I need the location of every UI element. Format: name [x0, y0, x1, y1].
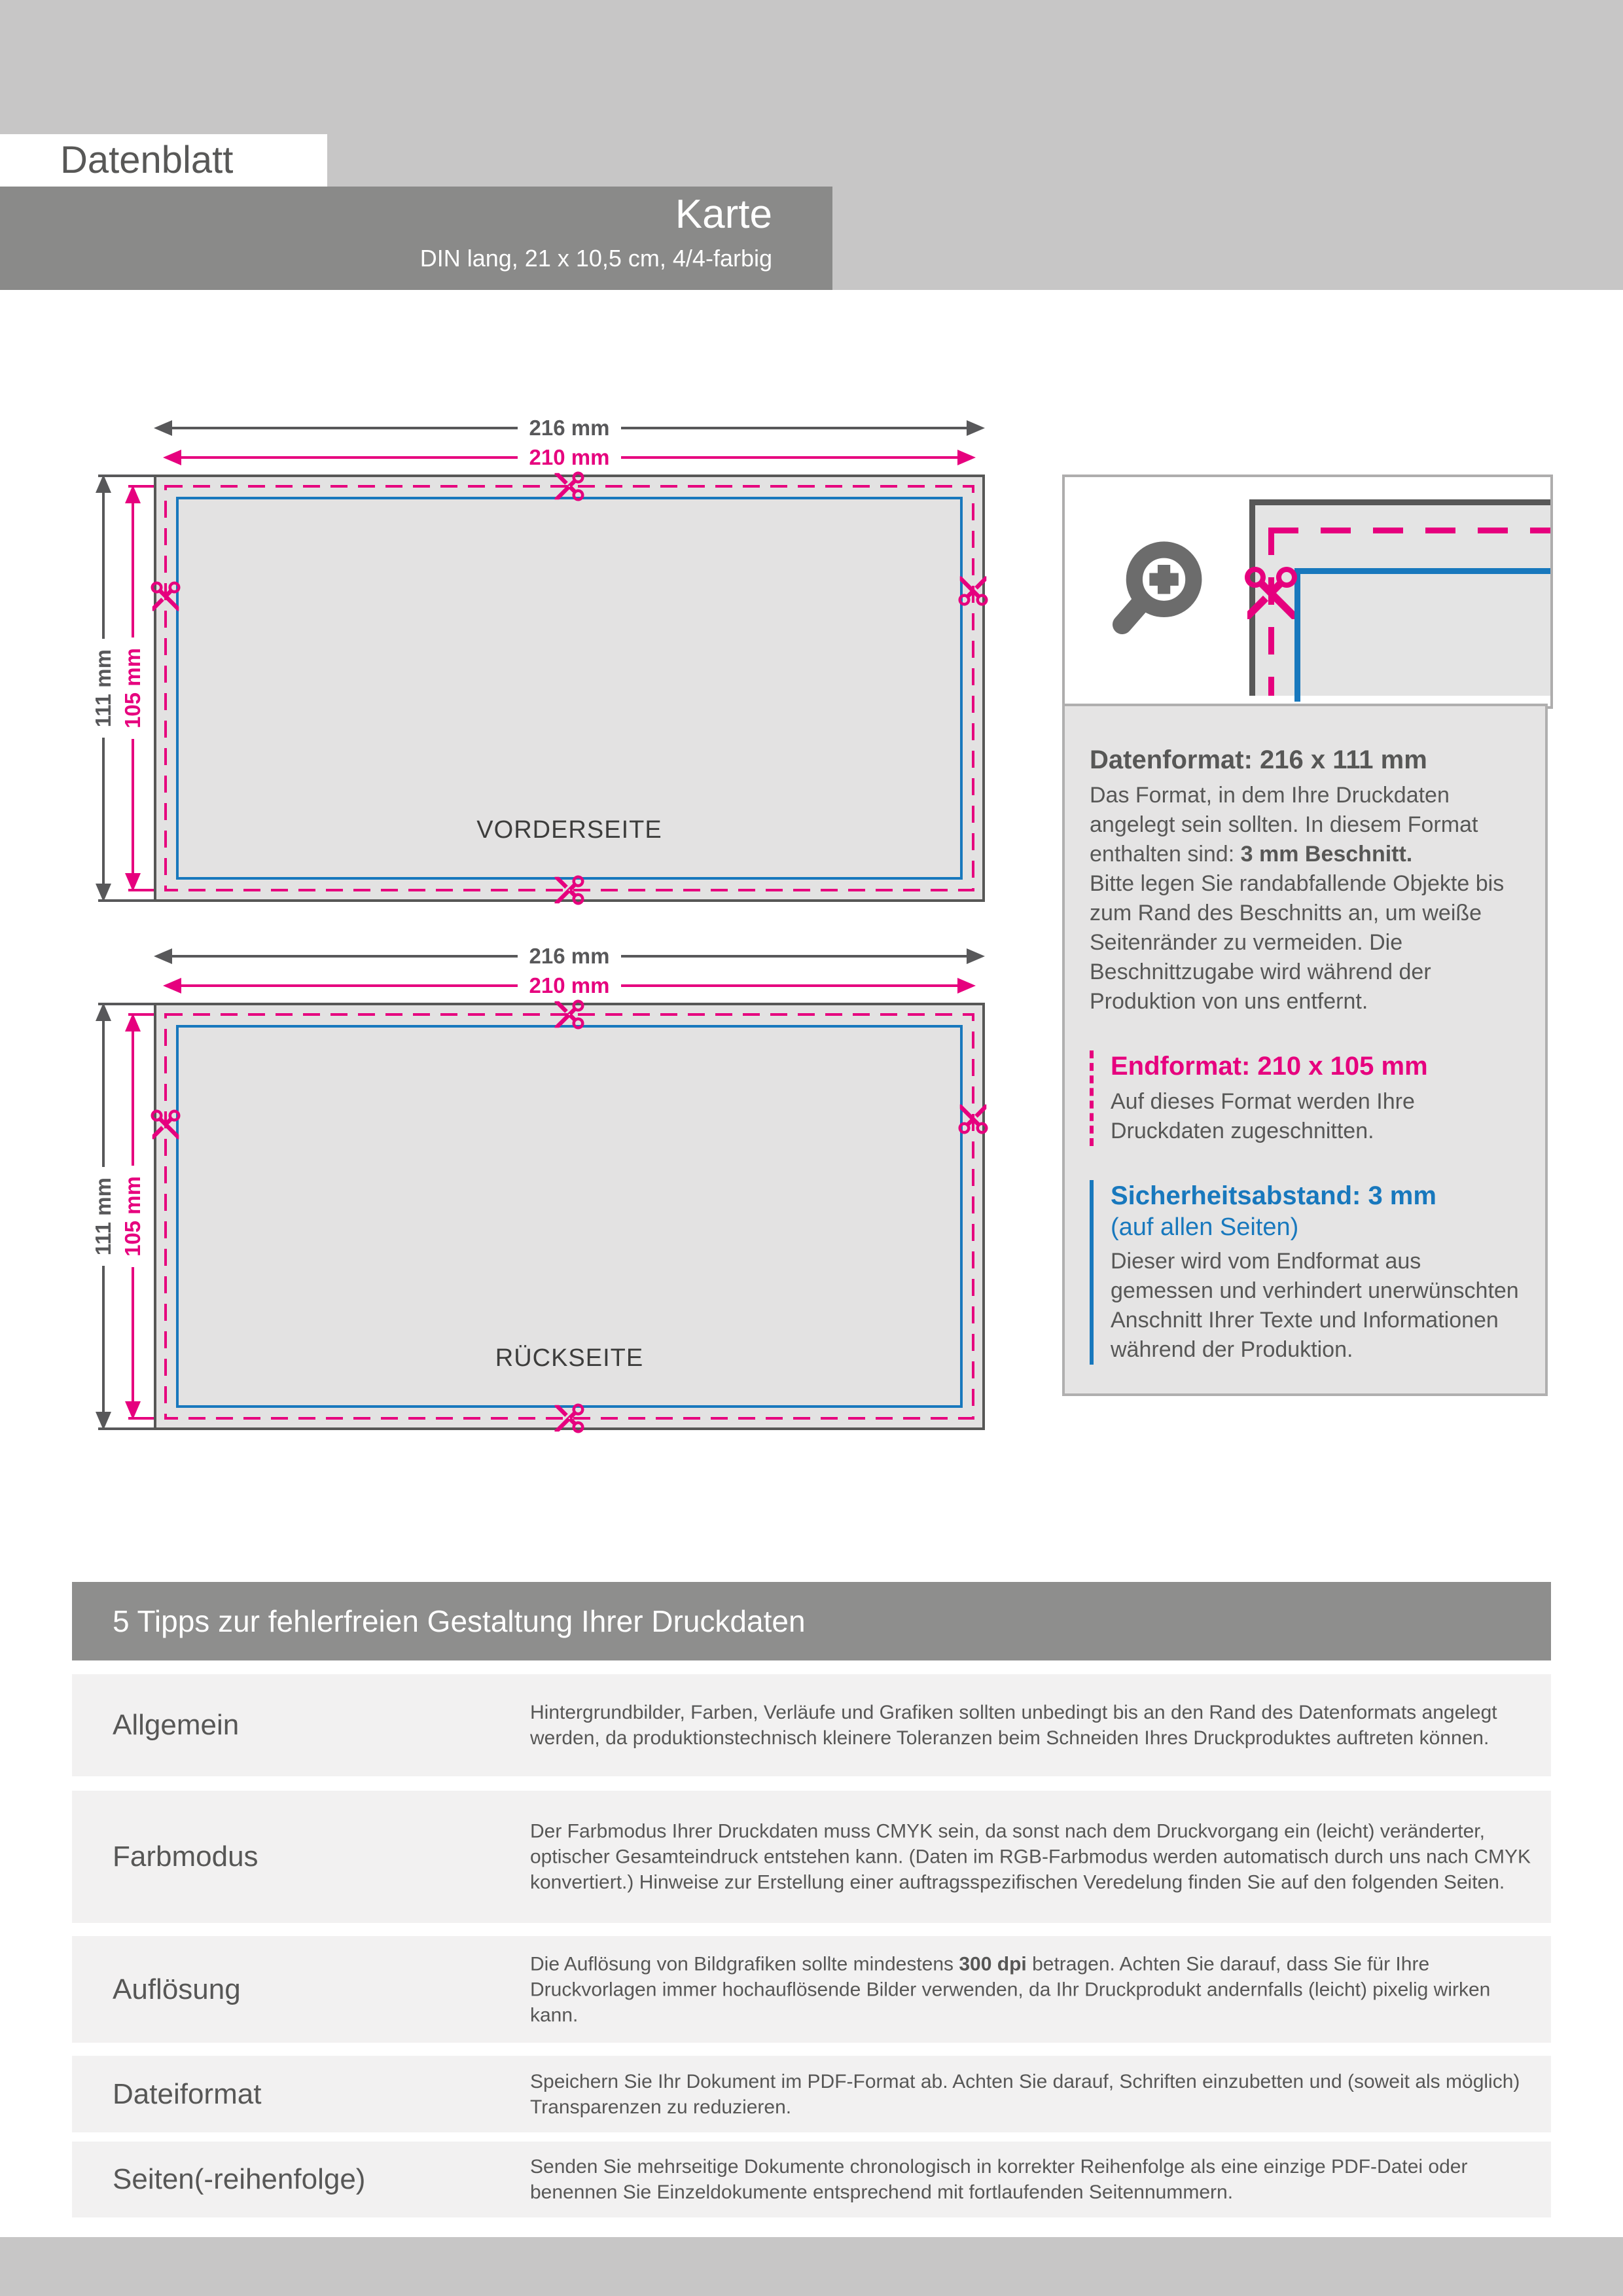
tip-label: Farbmodus: [113, 1840, 259, 1873]
endformat-heading: Endformat: 210 x 105 mm: [1111, 1052, 1428, 1081]
dim-width-outer-label: 216 mm: [529, 944, 610, 968]
safety-block: [1090, 1180, 1520, 1365]
datenformat-text-pre: Das Format, in dem Ihre Druckdaten angelegt sein sollten. In diesem Format enthalten sind:: [1090, 783, 1478, 867]
safety-corner-line: [1294, 568, 1553, 702]
front-side-label: VORDERSEITE: [476, 816, 662, 844]
connector-line: [98, 899, 154, 902]
safety-text: Dieser wird vom Endformat aus gemessen und verhindert unerwünschten Anschnitt Ihrer Texte und Informationen während der Produktion.: [1111, 1249, 1519, 1362]
dim-height-final-label: 105 mm: [120, 648, 145, 728]
tip-text: Der Farbmodus Ihrer Druckdaten muss CMYK sein, da sonst nach dem Druckvorgang ein (leicht) veränderter, optischer Gesamteindruck entstehen kann. (Daten im RGB-Farbmodus werden automatisch durch uns nach CMYK konvertiert.) Hinweise zur Erstellung einer auftragsspezifischen Veredelung finden Sie auf den folgenden Seiten.: [530, 1820, 1531, 1893]
dim-height-final-front: [120, 485, 145, 891]
tip-row-allgemein: [72, 1674, 1551, 1776]
dim-width-final-back: [163, 973, 976, 998]
card-front-diagram: [154, 475, 985, 902]
bleed-dashed-line: [1268, 528, 1553, 533]
safety-subheading: (auf allen Seiten): [1111, 1213, 1299, 1241]
doc-label-box: [0, 134, 327, 187]
tip-row-dateiformat: [72, 2056, 1551, 2132]
tip-text-bold: 300 dpi: [959, 1953, 1027, 1975]
tip-text-pre: Die Auflösung von Bildgrafiken sollte mindestens: [530, 1953, 959, 1975]
scissors-icon: [1240, 562, 1302, 624]
magnifier-plus-icon: [1111, 533, 1227, 649]
connector-line: [98, 475, 154, 477]
info-panel: [1062, 704, 1548, 1396]
dim-width-final-front: [163, 445, 976, 470]
dim-height-outer-back: [91, 1003, 115, 1430]
footer-band: [0, 2237, 1623, 2296]
product-title-band: [0, 187, 832, 290]
product-subtitle: DIN lang, 21 x 10,5 cm, 4/4-farbig: [419, 245, 772, 272]
dim-width-final-label: 210 mm: [529, 445, 610, 469]
tip-text: Speichern Sie Ihr Dokument im PDF-Format ab. Achten Sie darauf, Schriften einzubetten und (soweit als möglich) Transparenzen zu reduzieren.: [530, 2070, 1520, 2118]
endformat-text: Auf dieses Format werden Ihre Druckdaten zugeschnitten.: [1111, 1089, 1415, 1143]
tips-header-band: [72, 1582, 1551, 1660]
dim-height-final-back: [120, 1013, 145, 1420]
dim-width-outer-back: [154, 944, 985, 969]
connector-line: [98, 1427, 154, 1430]
tip-text: Senden Sie mehrseitige Dokumente chronologisch in korrekter Reihenfolge als eine einzige PDF-Datei oder benennen Sie Einzeldokumente entsprechend mit fortlaufenden Seitennummern.: [530, 2156, 1468, 2203]
dim-width-outer-front: [154, 416, 985, 440]
back-side-label: RÜCKSEITE: [495, 1344, 644, 1372]
dim-width-final-label: 210 mm: [529, 973, 610, 997]
dim-height-final-label: 105 mm: [120, 1176, 145, 1257]
card-back-diagram: [154, 1003, 985, 1430]
connector-line: [98, 1003, 154, 1005]
tip-text: Hintergrundbilder, Farben, Verläufe und Grafiken sollten unbedingt bis an den Rand des Datenformats angelegt werden, da produktionstechnisch kleinere Toleranzen beim Schneiden Ihres Druckproduktes auftreten können.: [530, 1702, 1497, 1749]
tip-label: Seiten(-reihenfolge): [113, 2163, 366, 2195]
zoom-detail-box: [1062, 475, 1553, 709]
tip-row-aufloesung: [72, 1936, 1551, 2043]
dim-height-outer-label: 111 mm: [91, 649, 115, 728]
tip-label: Auflösung: [113, 1973, 241, 2005]
bleed-note-text: Bitte legen Sie randabfallende Objekte bis zum Rand des Beschnitts an, um weiße Seitenränder zu vermeiden. Die Beschnittzugabe wird während der Produktion von uns entfernt.: [1090, 871, 1505, 1014]
tip-label: Dateiformat: [113, 2077, 262, 2110]
tips-header-title: 5 Tipps zur fehlerfreien Gestaltung Ihrer Druckdaten: [113, 1604, 806, 1638]
dim-height-outer-front: [91, 475, 115, 902]
tip-label: Allgemein: [113, 1709, 240, 1741]
datenformat-heading: Datenformat: 216 x 111 mm: [1090, 745, 1427, 774]
endformat-block: [1090, 1050, 1520, 1146]
tip-row-farbmodus: [72, 1791, 1551, 1923]
doc-label: Datenblatt: [60, 139, 234, 181]
corner-preview: [1249, 499, 1553, 696]
tip-text-post: betragen. Achten Sie darauf, dass Sie für Ihre Druckvorlagen immer hochauflösende Bilder verwenden, da Ihr Druckprodukt andernfalls (leicht) pixelig wirken kann.: [530, 1953, 1491, 2026]
dim-height-outer-label: 111 mm: [91, 1177, 115, 1256]
safety-heading: Sicherheitsabstand: 3 mm: [1111, 1181, 1436, 1210]
dim-width-outer-label: 216 mm: [529, 416, 610, 440]
tip-text: [530, 1951, 1535, 2028]
datenformat-text: [1090, 781, 1520, 869]
datenformat-text-bold: 3 mm Beschnitt.: [1240, 842, 1413, 867]
product-title: Karte: [675, 192, 772, 237]
tip-row-seitenreihenfolge: [72, 2142, 1551, 2217]
